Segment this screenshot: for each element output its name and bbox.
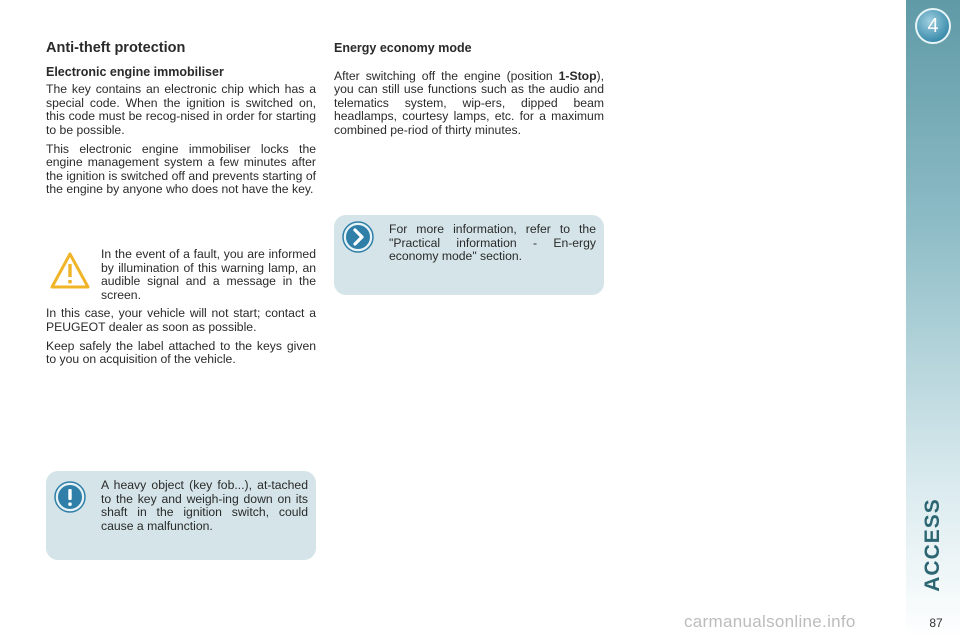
warning-block (46, 248, 316, 372)
warning-intro-text: In the event of a fault, you are informed by illumination of this warning lamp, an audible signal and a message in the screen. (101, 247, 316, 302)
warning-paragraph-dealer: In this case, your vehicle will not start; contact a PEUGEOT dealer as soon as possible. (46, 306, 316, 334)
caution-note-box (46, 471, 316, 560)
chapter-number-badge (915, 8, 951, 44)
energy-mode-title: Energy economy mode (334, 41, 472, 55)
info-note-text: For more information, refer to the "Practical information - En-ergy economy mode" section. (389, 222, 596, 264)
paragraph-immobiliser: This electronic engine immobiliser locks the engine management system a few minutes after the ignition is switched off and prevents starting of the engine by anyone who does not have the key. (46, 141, 316, 197)
page-number: 87 (929, 616, 943, 630)
chapter-number: 4 (927, 14, 939, 37)
info-note-box (334, 215, 604, 295)
energy-text-start: After switching off the engine (position (334, 68, 559, 83)
section-subtitle: Electronic engine immobiliser (46, 64, 224, 79)
warning-paragraph-label: Keep safely the label attached to the keys given to you on acquisition of the vehicle. (46, 338, 316, 367)
watermark-text: carmanualsonline.info (684, 612, 856, 631)
left-column (46, 42, 316, 202)
energy-mode-paragraph (334, 70, 604, 138)
energy-text-end: ), you can still use functions such as the audio and telematics system, wip-ers, dipped beam headlamps, courtesy lamps, etc. for a maximum combined pe-riod of thirty minutes. (334, 68, 604, 137)
middle-column (334, 42, 604, 143)
section-title: Anti-theft protection (46, 40, 186, 56)
caution-note-text: A heavy object (key fob...), at-tached to the key and weigh-ing down on its shaft in the ignition switch, could cause a malfunction. (101, 478, 308, 533)
energy-text-bold: 1-Stop (558, 68, 597, 83)
warning-triangle-icon (50, 252, 90, 290)
exclamation-icon (54, 481, 86, 513)
chapter-label: ACCESS (921, 498, 944, 592)
paragraph-chip: The key contains an electronic chip which has a special code. When the ignition is switched on, this code must be recog-nised in order for starting to be possible. (46, 82, 316, 137)
chevron-right-icon (342, 221, 374, 253)
